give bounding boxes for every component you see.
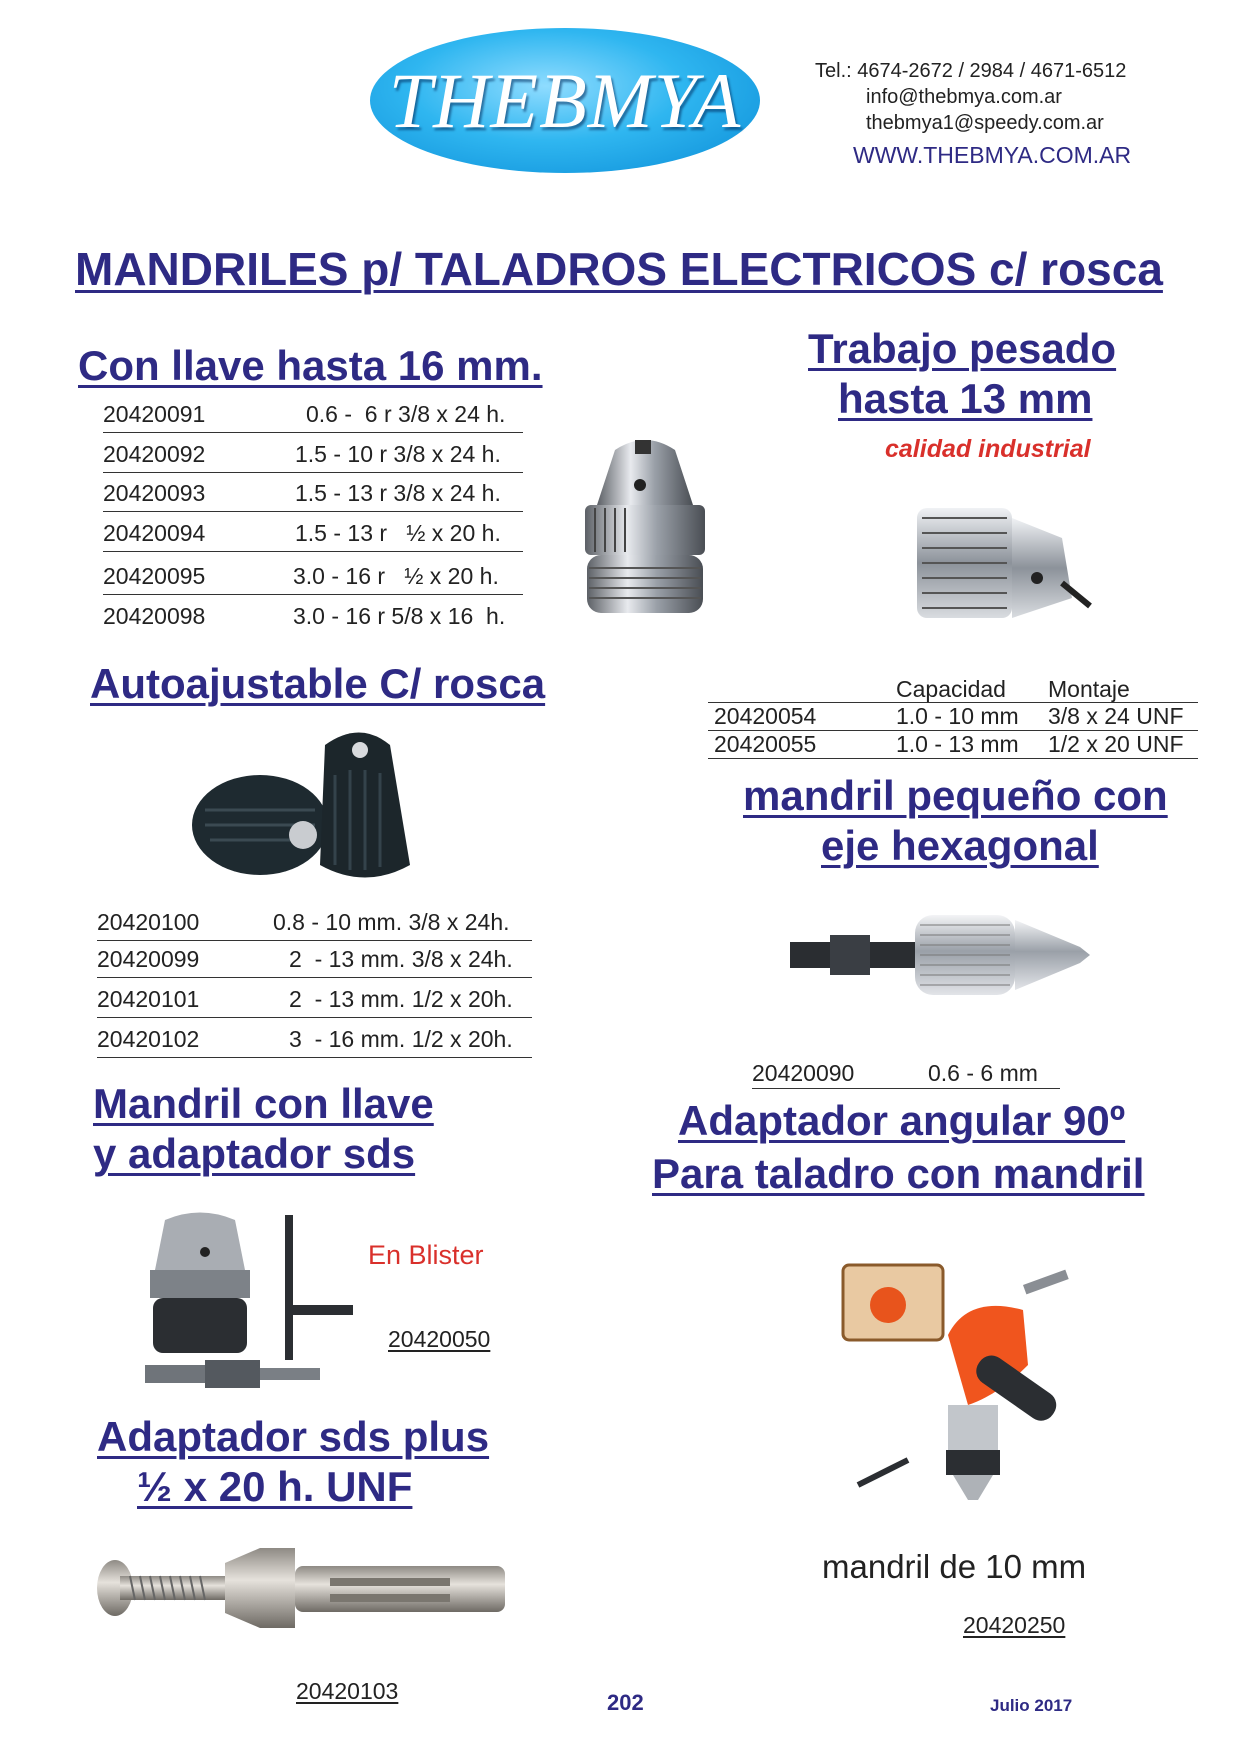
product-code: 20420101	[97, 986, 200, 1012]
product-desc: 3.0 - 16 r ½ x 20 h.	[293, 563, 499, 589]
sds-plus-title-2: ½ x 20 h. UNF	[137, 1463, 413, 1510]
contact-tel: Tel.: 4674-2672 / 2984 / 4671-6512	[815, 60, 1127, 82]
table-row	[103, 398, 523, 433]
sds-plus-adapter-image	[95, 1528, 520, 1648]
angle-adapter-image	[838, 1255, 1088, 1510]
product-desc: 0.6 - 6 r 3/8 x 24 h.	[306, 401, 506, 427]
llave-sds-title-1: Mandril con llave	[93, 1080, 434, 1127]
product-code: 20420055	[714, 731, 817, 757]
table-row	[708, 703, 1198, 731]
autoajustable-title: Autoajustable C/ rosca	[90, 660, 546, 707]
product-code: 20420098	[103, 603, 206, 629]
table-row	[97, 906, 532, 941]
product-code: 20420093	[103, 480, 206, 506]
product-desc: 0.6 - 6 mm	[928, 1060, 1038, 1086]
product-code: 20420094	[103, 520, 206, 546]
table-row	[103, 438, 523, 473]
llave-sds-code: 20420050	[388, 1326, 491, 1352]
contact-email-2: thebmya1@speedy.com.ar	[866, 112, 1104, 134]
en-blister-label: En Blister	[368, 1240, 484, 1270]
angular-title-2: Para taladro con mandril	[652, 1150, 1145, 1197]
montaje-value: 3/8 x 24 UNF	[1048, 703, 1184, 729]
con-llave-title: Con llave hasta 16 mm.	[78, 342, 543, 389]
product-code: 20420090	[752, 1060, 855, 1086]
trabajo-pesado-title-2: hasta 13 mm	[838, 375, 1093, 422]
table-row	[103, 600, 523, 634]
table-row	[103, 477, 523, 512]
product-desc: 1.5 - 13 r ½ x 20 h.	[295, 520, 501, 546]
logo-text: THEBMYA	[388, 57, 742, 144]
footer-date: Julio 2017	[990, 1696, 1073, 1715]
table-row	[103, 560, 523, 595]
table-row	[97, 1023, 532, 1058]
sds-plus-code: 20420103	[296, 1678, 399, 1704]
product-code: 20420095	[103, 563, 206, 589]
product-code: 20420092	[103, 441, 206, 467]
hexagonal-row	[752, 1060, 1060, 1089]
table-row	[708, 731, 1198, 759]
product-desc: 1.5 - 10 r 3/8 x 24 h.	[295, 441, 501, 467]
montaje-value: 1/2 x 20 UNF	[1048, 731, 1184, 757]
page-title: MANDRILES p/ TALADROS ELECTRICOS c/ rosca	[75, 243, 1163, 295]
contact-email-1: info@thebmya.com.ar	[866, 86, 1062, 108]
website-link[interactable]: WWW.THEBMYA.COM.AR	[853, 142, 1132, 168]
brand-logo	[370, 28, 760, 173]
product-desc: 2 - 13 mm. 3/8 x 24h.	[289, 946, 513, 972]
table-row	[97, 983, 532, 1018]
product-desc: 1.5 - 13 r 3/8 x 24 h.	[295, 480, 501, 506]
product-desc: 3.0 - 16 r 5/8 x 16 h.	[293, 603, 506, 629]
page-number: 202	[607, 1690, 644, 1715]
chuck-key-sds-kit-image	[145, 1210, 365, 1400]
product-code: 20420091	[103, 401, 206, 427]
product-desc: 0.8 - 10 mm. 3/8 x 24h.	[273, 909, 510, 935]
hexagonal-title-2: eje hexagonal	[821, 822, 1099, 869]
table-row	[103, 517, 523, 552]
product-desc: 2 - 13 mm. 1/2 x 20h.	[289, 986, 513, 1012]
col-capacidad: Capacidad	[896, 676, 1006, 702]
product-desc: 3 - 16 mm. 1/2 x 20h.	[289, 1026, 513, 1052]
trabajo-pesado-title-1: Trabajo pesado	[808, 325, 1117, 372]
heavy-duty-chuck-image	[912, 488, 1102, 640]
product-code: 20420102	[97, 1026, 200, 1052]
calidad-industrial-label: calidad industrial	[885, 435, 1091, 463]
trabajo-pesado-table	[708, 676, 1198, 759]
angular-desc: mandril de 10 mm	[822, 1548, 1087, 1585]
hexagonal-title-1: mandril pequeño con	[743, 772, 1168, 819]
capacidad-value: 1.0 - 10 mm	[896, 703, 1019, 729]
angular-code: 20420250	[963, 1612, 1066, 1638]
keyed-chuck-image	[575, 430, 715, 630]
angular-title-1: Adaptador angular 90º	[678, 1097, 1126, 1144]
product-code: 20420100	[97, 909, 200, 935]
product-code: 20420054	[714, 703, 817, 729]
table-row	[97, 943, 532, 978]
keyless-chuck-image	[185, 715, 445, 905]
hex-shank-chuck-image	[790, 905, 1095, 1005]
col-montaje: Montaje	[1048, 676, 1130, 702]
table-header	[708, 676, 1198, 703]
llave-sds-title-2: y adaptador sds	[93, 1130, 416, 1177]
sds-plus-title-1: Adaptador sds plus	[97, 1413, 490, 1460]
product-code: 20420099	[97, 946, 200, 972]
capacidad-value: 1.0 - 13 mm	[896, 731, 1019, 757]
